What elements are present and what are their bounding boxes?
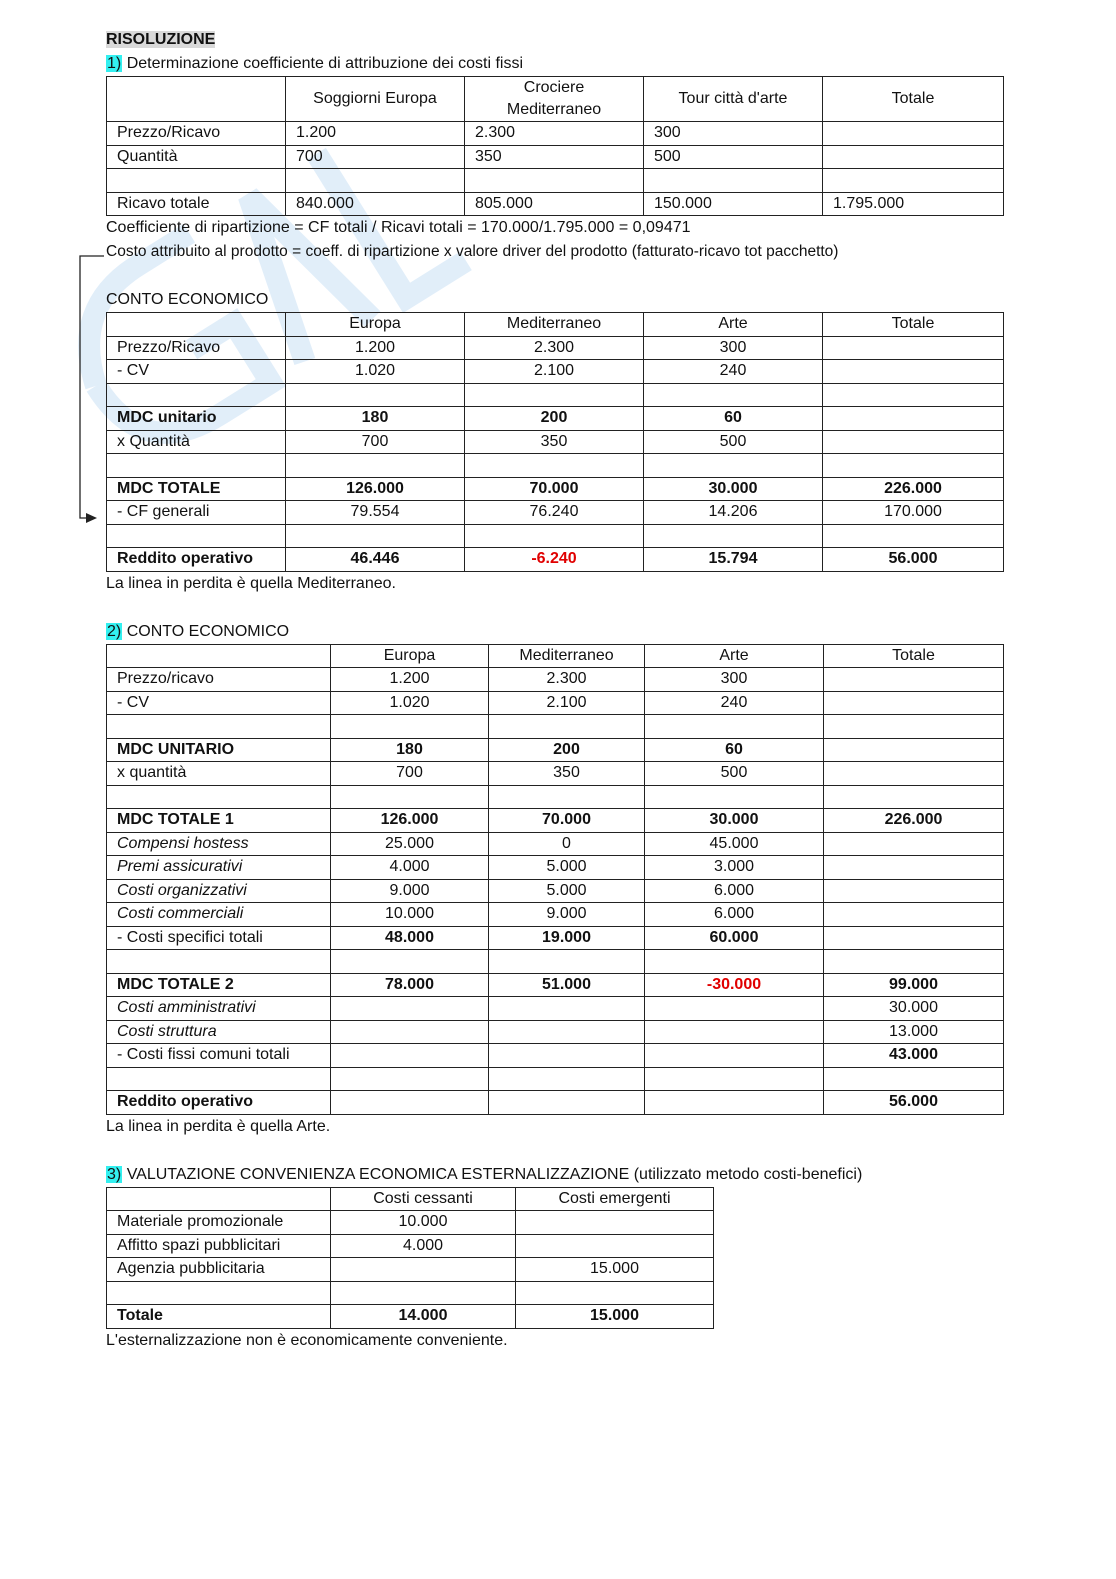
table-cell: 700 — [286, 145, 465, 169]
table-cell — [824, 715, 1004, 739]
table-cell: 2.300 — [465, 122, 644, 146]
table-cell: 70.000 — [465, 477, 644, 501]
table-cell — [331, 1044, 489, 1068]
table-cell: 5.000 — [489, 879, 645, 903]
header-cell: Mediterraneo — [489, 644, 645, 668]
header-cell: Costi emergenti — [516, 1187, 714, 1211]
table-cell — [489, 950, 645, 974]
table-cell: 13.000 — [824, 1020, 1004, 1044]
table-cell: 14.206 — [644, 501, 823, 525]
table-cell: 300 — [644, 336, 823, 360]
table-cell: 700 — [331, 762, 489, 786]
s1-conclusion: La linea in perdita è quella Mediterraneo. — [106, 574, 396, 592]
table-cell — [645, 785, 824, 809]
table-row — [107, 1044, 1004, 1068]
header-cell: Tour città d'arte — [644, 77, 823, 122]
header-cell: Totale — [823, 77, 1004, 122]
table-cell — [823, 145, 1004, 169]
table-cell — [645, 715, 824, 739]
header-cell — [107, 1187, 331, 1211]
header-text: Crociere Mediterraneo — [506, 79, 602, 118]
table-cell: 180 — [286, 407, 465, 431]
table-row-empty — [107, 454, 1004, 478]
row-label: Premi assicurativi — [107, 856, 331, 880]
row-label: Costi struttura — [107, 1020, 331, 1044]
s1-heading-text: Determinazione coefficiente di attribuzione dei costi fissi — [126, 55, 524, 72]
table-cell — [645, 1091, 824, 1115]
table-cell: 6.000 — [645, 879, 824, 903]
table-cell: 1.200 — [331, 668, 489, 692]
table-cell — [823, 336, 1004, 360]
table-row — [107, 360, 1004, 384]
table-cell — [489, 1020, 645, 1044]
table-cell: 150.000 — [644, 192, 823, 216]
table-cell — [331, 1067, 489, 1091]
table-cell — [516, 1281, 714, 1305]
table-cell — [824, 668, 1004, 692]
table-cell — [823, 524, 1004, 548]
s3-conclusion: L'esternalizzazione non è economicamente conveniente. — [106, 1331, 508, 1349]
table-header-row — [107, 644, 1004, 668]
row-label: Ricavo totale — [107, 192, 286, 216]
table-row — [107, 430, 1004, 454]
table-cell: 10.000 — [331, 1211, 516, 1235]
table-cell: 6.000 — [645, 903, 824, 927]
section-title — [106, 28, 1006, 52]
table-row-empty — [107, 524, 1004, 548]
table-cell: 79.554 — [286, 501, 465, 525]
table-cell: 350 — [465, 145, 644, 169]
row-label: Affitto spazi pubblicitari — [107, 1234, 331, 1258]
table-row — [107, 879, 1004, 903]
table-cell: 126.000 — [331, 809, 489, 833]
table-row — [107, 809, 1004, 833]
table-cell — [286, 524, 465, 548]
table-row-empty — [107, 715, 1004, 739]
table-cell: 300 — [645, 668, 824, 692]
table-cell-negative: -6.240 — [465, 548, 644, 572]
table-cell — [516, 1234, 714, 1258]
table-row — [107, 762, 1004, 786]
s1-note-attribution: Costo attribuito al prodotto = coeff. di ripartizione x valore driver del prodotto (fatturato-ricavo tot pacchetto) — [106, 243, 839, 260]
header-cell — [107, 313, 286, 337]
table-cell: 70.000 — [489, 809, 645, 833]
s3-number: 3) — [107, 1165, 122, 1183]
row-label: x quantità — [107, 762, 331, 786]
table-cell — [644, 169, 823, 193]
table-cell: 48.000 — [331, 926, 489, 950]
table-cell — [489, 997, 645, 1021]
s3-outsourcing-table — [106, 1187, 714, 1329]
table-cell — [465, 169, 644, 193]
row-label: Reddito operativo — [107, 548, 286, 572]
table-cell: 500 — [644, 145, 823, 169]
title-risoluzione: RISOLUZIONE — [106, 31, 216, 48]
row-label: - CF generali — [107, 501, 286, 525]
table-cell: 78.000 — [331, 973, 489, 997]
header-cell: Totale — [823, 313, 1004, 337]
table-cell: 240 — [644, 360, 823, 384]
header-cell: Totale — [824, 644, 1004, 668]
table-cell — [331, 997, 489, 1021]
table-cell — [824, 785, 1004, 809]
table-row — [107, 997, 1004, 1021]
row-label: Totale — [107, 1305, 331, 1329]
table-cell — [824, 691, 1004, 715]
table-cell: 30.000 — [644, 477, 823, 501]
row-label: MDC TOTALE 2 — [107, 973, 331, 997]
table-cell — [645, 997, 824, 1021]
row-label: Compensi hostess — [107, 832, 331, 856]
table-cell — [465, 524, 644, 548]
table-cell — [286, 454, 465, 478]
table-cell: 43.000 — [824, 1044, 1004, 1068]
table-cell — [331, 1281, 516, 1305]
table-cell: 30.000 — [645, 809, 824, 833]
table-cell: 46.446 — [286, 548, 465, 572]
table-cell: 60 — [644, 407, 823, 431]
table-row — [107, 336, 1004, 360]
table-row — [107, 1211, 714, 1235]
table-header-row — [107, 77, 1004, 122]
table-cell: 9.000 — [331, 879, 489, 903]
table-cell — [331, 950, 489, 974]
document-page — [106, 28, 1006, 1353]
table-cell — [107, 383, 286, 407]
row-label: MDC unitario — [107, 407, 286, 431]
table-cell — [286, 383, 465, 407]
table-cell — [824, 950, 1004, 974]
s2-conclusion: La linea in perdita è quella Arte. — [106, 1117, 331, 1135]
table-cell — [489, 715, 645, 739]
row-label: Reddito operativo — [107, 1091, 331, 1115]
table-cell — [489, 1091, 645, 1115]
table-cell: 2.100 — [489, 691, 645, 715]
table-cell — [107, 1281, 331, 1305]
row-label: x Quantità — [107, 430, 286, 454]
table-cell — [823, 454, 1004, 478]
table-cell — [489, 785, 645, 809]
table-cell — [489, 1044, 645, 1068]
row-label: Costi amministrativi — [107, 997, 331, 1021]
table-row-total — [107, 1305, 714, 1329]
row-label: Materiale promozionale — [107, 1211, 331, 1235]
table-cell: 15.794 — [644, 548, 823, 572]
header-cell: Mediterraneo — [465, 313, 644, 337]
table-cell: 3.000 — [645, 856, 824, 880]
s1-coefficient-table — [106, 76, 1004, 216]
row-label: Prezzo/ricavo — [107, 668, 331, 692]
table-cell — [107, 950, 331, 974]
table-row — [107, 501, 1004, 525]
table-cell: 99.000 — [824, 973, 1004, 997]
row-label: - Costi specifici totali — [107, 926, 331, 950]
table-cell: 15.000 — [516, 1258, 714, 1282]
table-cell: 60 — [645, 738, 824, 762]
table-cell: 4.000 — [331, 856, 489, 880]
table-row — [107, 1020, 1004, 1044]
table-cell: 15.000 — [516, 1305, 714, 1329]
s2-income-table — [106, 644, 1004, 1115]
row-label: MDC TOTALE — [107, 477, 286, 501]
table-cell: 240 — [645, 691, 824, 715]
table-cell — [824, 926, 1004, 950]
table-cell — [107, 785, 331, 809]
table-cell: 19.000 — [489, 926, 645, 950]
table-row — [107, 973, 1004, 997]
table-cell: 300 — [644, 122, 823, 146]
table-cell — [824, 762, 1004, 786]
table-row — [107, 738, 1004, 762]
table-cell — [644, 383, 823, 407]
table-cell: 56.000 — [823, 548, 1004, 572]
table-cell — [824, 832, 1004, 856]
table-cell: 500 — [644, 430, 823, 454]
table-row — [107, 668, 1004, 692]
row-label: Costi commerciali — [107, 903, 331, 927]
row-label: Prezzo/Ricavo — [107, 336, 286, 360]
table-cell — [331, 715, 489, 739]
table-cell: 200 — [489, 738, 645, 762]
row-label: - Costi fissi comuni totali — [107, 1044, 331, 1068]
table-cell: 126.000 — [286, 477, 465, 501]
s1-income-table — [106, 312, 1004, 572]
table-row — [107, 832, 1004, 856]
header-cell: Costi cessanti — [331, 1187, 516, 1211]
table-cell: 805.000 — [465, 192, 644, 216]
row-label: - CV — [107, 360, 286, 384]
table-row — [107, 145, 1004, 169]
table-cell: 180 — [331, 738, 489, 762]
header-cell — [465, 77, 644, 122]
table-cell — [645, 1044, 824, 1068]
table-cell: 2.100 — [465, 360, 644, 384]
table-cell: 226.000 — [823, 477, 1004, 501]
table-row — [107, 1258, 714, 1282]
table-cell — [823, 407, 1004, 431]
table-cell: 170.000 — [823, 501, 1004, 525]
table-cell: 25.000 — [331, 832, 489, 856]
table-cell — [516, 1211, 714, 1235]
table-cell — [644, 524, 823, 548]
s1-note-coefficient: Coefficiente di ripartizione = CF totali / Ricavi totali = 170.000/1.795.000 = 0,09471 — [106, 219, 691, 236]
table-cell — [824, 738, 1004, 762]
table-cell — [824, 903, 1004, 927]
table-row — [107, 122, 1004, 146]
s3-heading — [106, 1163, 1006, 1187]
table-cell — [823, 430, 1004, 454]
header-cell: Europa — [331, 644, 489, 668]
table-cell: 51.000 — [489, 973, 645, 997]
table-cell: 56.000 — [824, 1091, 1004, 1115]
table-cell: 2.300 — [489, 668, 645, 692]
table-cell: 1.020 — [286, 360, 465, 384]
table-cell — [107, 1067, 331, 1091]
row-label: - CV — [107, 691, 331, 715]
table-cell — [823, 383, 1004, 407]
table-cell: 60.000 — [645, 926, 824, 950]
header-cell — [107, 77, 286, 122]
table-cell: 9.000 — [489, 903, 645, 927]
table-cell: 5.000 — [489, 856, 645, 880]
table-row — [107, 407, 1004, 431]
table-cell — [107, 715, 331, 739]
header-cell: Arte — [645, 644, 824, 668]
table-row-empty — [107, 169, 1004, 193]
table-cell — [107, 524, 286, 548]
table-row-total — [107, 192, 1004, 216]
table-row — [107, 926, 1004, 950]
table-cell — [823, 360, 1004, 384]
table-row — [107, 856, 1004, 880]
s1-ce-title: CONTO ECONOMICO — [106, 291, 269, 308]
s3-heading-text: VALUTAZIONE CONVENIENZA ECONOMICA ESTERNALIZZAZIONE (utilizzato metodo costi-benefici) — [126, 1165, 863, 1183]
table-cell — [331, 1258, 516, 1282]
table-cell — [465, 454, 644, 478]
table-cell: 0 — [489, 832, 645, 856]
table-row — [107, 691, 1004, 715]
table-header-row — [107, 313, 1004, 337]
table-cell: 2.300 — [465, 336, 644, 360]
table-cell: 45.000 — [645, 832, 824, 856]
table-cell — [286, 169, 465, 193]
table-cell — [823, 169, 1004, 193]
table-cell: 1.020 — [331, 691, 489, 715]
table-row-empty — [107, 785, 1004, 809]
table-cell — [645, 1067, 824, 1091]
table-cell: 1.200 — [286, 336, 465, 360]
table-cell — [824, 1067, 1004, 1091]
table-cell: 30.000 — [824, 997, 1004, 1021]
header-cell: Europa — [286, 313, 465, 337]
table-row-empty — [107, 1281, 714, 1305]
row-label: MDC TOTALE 1 — [107, 809, 331, 833]
table-cell: 200 — [465, 407, 644, 431]
table-cell — [489, 1067, 645, 1091]
header-cell: Soggiorni Europa — [286, 77, 465, 122]
row-label: Costi organizzativi — [107, 879, 331, 903]
table-cell: 700 — [286, 430, 465, 454]
table-cell: 350 — [465, 430, 644, 454]
row-label: Quantità — [107, 145, 286, 169]
table-row-total — [107, 548, 1004, 572]
table-cell — [824, 879, 1004, 903]
s2-number: 2) — [107, 622, 122, 640]
table-row-empty — [107, 950, 1004, 974]
row-label: Prezzo/Ricavo — [107, 122, 286, 146]
table-cell: 14.000 — [331, 1305, 516, 1329]
table-row — [107, 477, 1004, 501]
table-cell — [645, 1020, 824, 1044]
table-row — [107, 903, 1004, 927]
header-cell: Arte — [644, 313, 823, 337]
table-cell: 500 — [645, 762, 824, 786]
s1-number: 1) — [107, 55, 122, 72]
table-row — [107, 1234, 714, 1258]
table-row-empty — [107, 1067, 1004, 1091]
row-label: MDC UNITARIO — [107, 738, 331, 762]
table-row-total — [107, 1091, 1004, 1115]
table-cell: 840.000 — [286, 192, 465, 216]
table-cell — [644, 454, 823, 478]
table-cell — [824, 856, 1004, 880]
table-cell — [107, 169, 286, 193]
s2-heading — [106, 620, 1006, 644]
table-cell: 76.240 — [465, 501, 644, 525]
table-cell: 10.000 — [331, 903, 489, 927]
table-row-empty — [107, 383, 1004, 407]
table-cell-negative: -30.000 — [645, 973, 824, 997]
table-cell: 4.000 — [331, 1234, 516, 1258]
table-cell — [331, 1020, 489, 1044]
table-header-row — [107, 1187, 714, 1211]
table-cell: 1.795.000 — [823, 192, 1004, 216]
table-cell — [823, 122, 1004, 146]
table-cell — [645, 950, 824, 974]
table-cell — [331, 1091, 489, 1115]
table-cell: 350 — [489, 762, 645, 786]
row-label: Agenzia pubblicitaria — [107, 1258, 331, 1282]
header-cell — [107, 644, 331, 668]
s1-heading — [106, 52, 1006, 76]
table-cell — [331, 785, 489, 809]
s2-heading-text: CONTO ECONOMICO — [126, 622, 290, 640]
table-cell: 226.000 — [824, 809, 1004, 833]
table-cell — [107, 454, 286, 478]
table-cell: 1.200 — [286, 122, 465, 146]
table-cell — [465, 383, 644, 407]
